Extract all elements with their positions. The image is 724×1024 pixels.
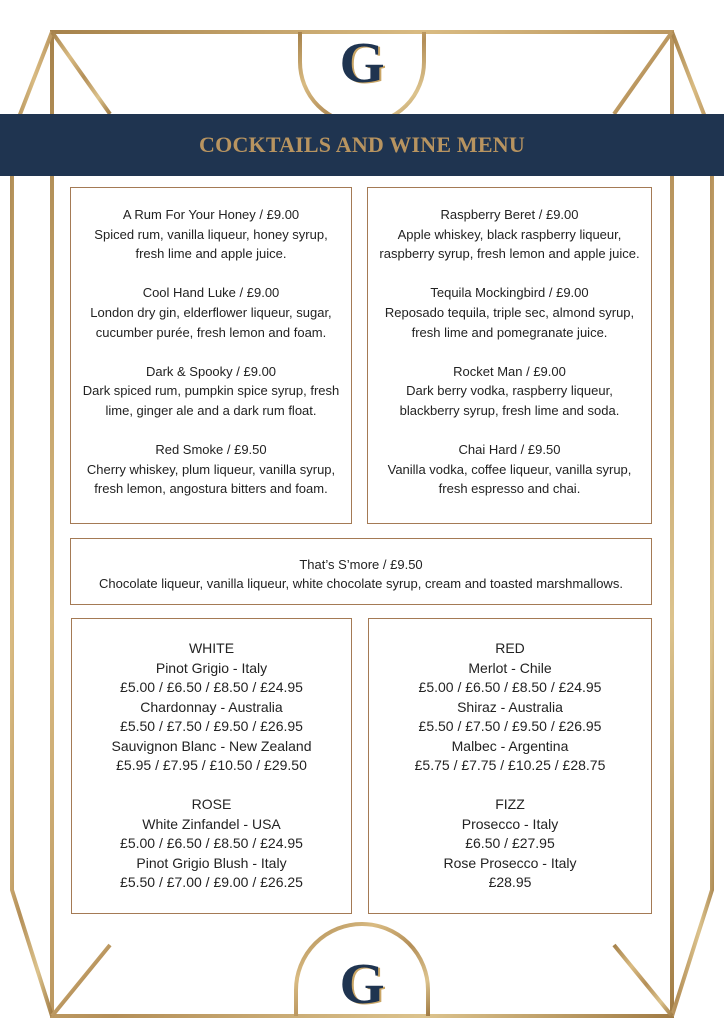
cocktail-title: Raspberry Beret / £9.00: [440, 207, 579, 222]
wine-right-box: [368, 618, 652, 914]
wine-line: Merlot - Chile: [468, 659, 552, 676]
cocktails-right-box: [367, 187, 652, 524]
wine-line: £5.00 / £6.50 / £8.50 / £24.95: [120, 835, 303, 851]
cocktail-desc-line: Reposado tequila, triple sec, almond syrup,: [384, 304, 635, 320]
wine-heading: FIZZ: [495, 796, 525, 812]
wine-section-rose: [72, 795, 351, 893]
wine-section-white: [72, 639, 351, 776]
cocktail-title: Dark & Spooky / £9.00: [145, 363, 277, 379]
cocktail-desc-line: Apple whiskey, black raspberry liqueur,: [397, 226, 622, 242]
wine-line: £5.95 / £7.95 / £10.50 / £29.50: [116, 757, 307, 773]
cocktail-desc-line: cucumber purée, fresh lemon and foam.: [95, 324, 327, 340]
page-title: COCKTAILS AND WINE MENU: [199, 132, 525, 157]
cocktail-desc-line: fresh lime and apple juice.: [135, 246, 287, 262]
wine-line: Pinot Grigio - Italy: [155, 659, 268, 676]
wine-line: Prosecco - Italy: [461, 815, 559, 832]
cocktail-desc-line: lime, ginger ale and a dark rum float.: [105, 402, 317, 418]
cocktail-desc-line: fresh lime and pomegranate juice.: [411, 324, 608, 340]
cocktail-title: Red Smoke / £9.50: [155, 442, 267, 458]
wine-line: Rose Prosecco - Italy: [443, 854, 577, 871]
bottom-logo: G: [339, 951, 385, 1016]
wine-line: Shiraz - Australia: [457, 698, 563, 715]
cocktail-item: [71, 283, 351, 342]
featured-description: Chocolate liqueur, vanilla liqueur, white chocolate syrup, cream and toasted marshmallows.: [99, 576, 623, 591]
cocktail-item: [368, 205, 651, 264]
right-frame-band: [672, 32, 712, 1016]
cocktail-desc-line: Vanilla vodka, coffee liqueur, vanilla syrup,: [387, 461, 632, 477]
cocktail-desc-line: Dark spiced rum, pumpkin spice syrup, fresh: [82, 383, 340, 399]
wine-heading: WHITE: [188, 640, 235, 656]
cocktail-title: Cool Hand Luke / £9.00: [142, 285, 280, 301]
wine-section-fizz: [369, 795, 651, 893]
wine-line: £5.50 / £7.00 / £9.00 / £26.25: [120, 874, 303, 890]
cocktail-item: [368, 440, 651, 499]
wine-line: £6.50 / £27.95: [465, 835, 555, 851]
wine-line: £5.75 / £7.75 / £10.25 / £28.75: [414, 757, 606, 773]
title-banner: [0, 114, 724, 176]
wine-line: £5.50 / £7.50 / £9.50 / £26.95: [120, 718, 303, 734]
cocktail-item: [368, 283, 651, 342]
cocktail-title: Rocket Man / £9.00: [453, 363, 566, 379]
wine-left-box: [71, 618, 352, 914]
cocktail-title: A Rum For Your Honey / £9.00: [122, 207, 300, 222]
wine-line: £5.00 / £6.50 / £8.50 / £24.95: [418, 679, 602, 695]
wine-section-red: [369, 639, 651, 776]
wine-heading: ROSE: [191, 796, 232, 812]
wine-line: £5.50 / £7.50 / £9.50 / £26.95: [418, 718, 602, 734]
wine-line: Pinot Grigio Blush - Italy: [136, 854, 287, 871]
cocktail-item: [71, 362, 351, 421]
cocktail-desc-line: Spiced rum, vanilla liqueur, honey syrup,: [94, 226, 328, 242]
cocktail-desc-line: blackberry syrup, fresh lime and soda.: [399, 402, 620, 418]
wine-line: Malbec - Argentina: [451, 737, 569, 754]
cocktail-desc-line: fresh lemon, angostura bitters and foam.: [94, 481, 328, 497]
wine-line: £5.00 / £6.50 / £8.50 / £24.95: [120, 679, 303, 695]
cocktail-desc-line: fresh espresso and chai.: [438, 481, 581, 497]
cocktail-title: Chai Hard / £9.50: [458, 442, 561, 458]
featured-title: That’s S’more / £9.50: [299, 557, 423, 572]
wine-line: £28.95: [488, 874, 532, 890]
wine-line: Chardonnay - Australia: [140, 698, 283, 715]
featured-cocktail-box: [70, 538, 652, 605]
cocktail-item: [71, 440, 351, 499]
left-frame-band: [12, 32, 52, 1016]
cocktail-title: Tequila Mockingbird / £9.00: [430, 285, 589, 301]
cocktail-item: [368, 362, 651, 421]
wine-line: White Zinfandel - USA: [142, 815, 281, 832]
top-logo: G: [339, 30, 385, 95]
wine-line: Sauvignon Blanc - New Zealand: [111, 737, 312, 754]
cocktails-left-box: [70, 187, 352, 524]
cocktail-desc-line: London dry gin, elderflower liqueur, sugar,: [90, 304, 332, 320]
cocktail-desc-line: Dark berry vodka, raspberry liqueur,: [406, 383, 613, 399]
cocktail-desc-line: raspberry syrup, fresh lemon and apple juice.: [379, 246, 640, 262]
cocktail-item: [71, 205, 351, 264]
wine-heading: RED: [495, 640, 525, 656]
cocktail-desc-line: Cherry whiskey, plum liqueur, vanilla syrup,: [86, 461, 336, 477]
